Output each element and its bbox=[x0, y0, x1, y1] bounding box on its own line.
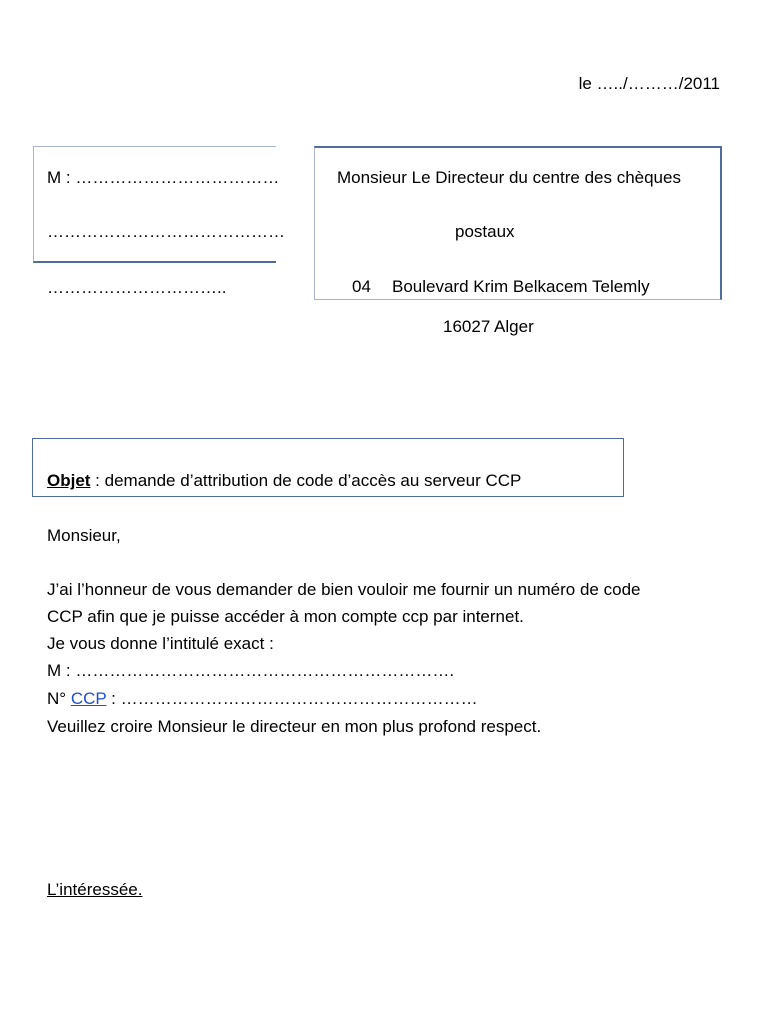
ccp-suffix: : ……………………………………………………… bbox=[106, 689, 478, 708]
body-account-name-line: M : …………………………………………………………. bbox=[47, 661, 455, 680]
recipient-title-continued: postaux bbox=[455, 222, 515, 241]
recipient-title-line: Monsieur Le Directeur du centre des chèques bbox=[337, 168, 681, 187]
objet-label: Objet bbox=[47, 471, 91, 490]
recipient-postal-city: 16027 Alger bbox=[443, 317, 534, 336]
ccp-link[interactable]: CCP bbox=[70, 689, 107, 708]
signature: L’intéressée. bbox=[47, 880, 143, 899]
sender-box bbox=[33, 146, 276, 263]
recipient-street-number: 04 bbox=[352, 277, 371, 296]
body-paragraph-line-1: J’ai l’honneur de vous demander de bien vouloir me fournir un numéro de code bbox=[47, 580, 641, 599]
body-intitule-line: Je vous donne l’intitulé exact : bbox=[47, 634, 274, 653]
objet-line bbox=[47, 470, 521, 492]
sender-name-line: M : ……………………………… bbox=[47, 168, 280, 187]
body-paragraph-line-2: CCP afin que je puisse accéder à mon compte ccp par internet. bbox=[47, 607, 524, 626]
date-line: le …../………/2011 bbox=[578, 74, 720, 93]
closing-line: Veuillez croire Monsieur le directeur en mon plus profond respect. bbox=[47, 717, 542, 736]
body-ccp-number-line bbox=[47, 688, 478, 710]
recipient-street: Boulevard Krim Belkacem Telemly bbox=[392, 277, 650, 296]
salutation: Monsieur, bbox=[47, 526, 121, 545]
ccp-prefix: N° bbox=[47, 689, 71, 708]
sender-city-line: ………………………….. bbox=[47, 278, 227, 297]
sender-address-line: …………………………………… bbox=[47, 222, 285, 241]
objet-text: : demande d’attribution de code d’accès au serveur CCP bbox=[90, 471, 522, 490]
